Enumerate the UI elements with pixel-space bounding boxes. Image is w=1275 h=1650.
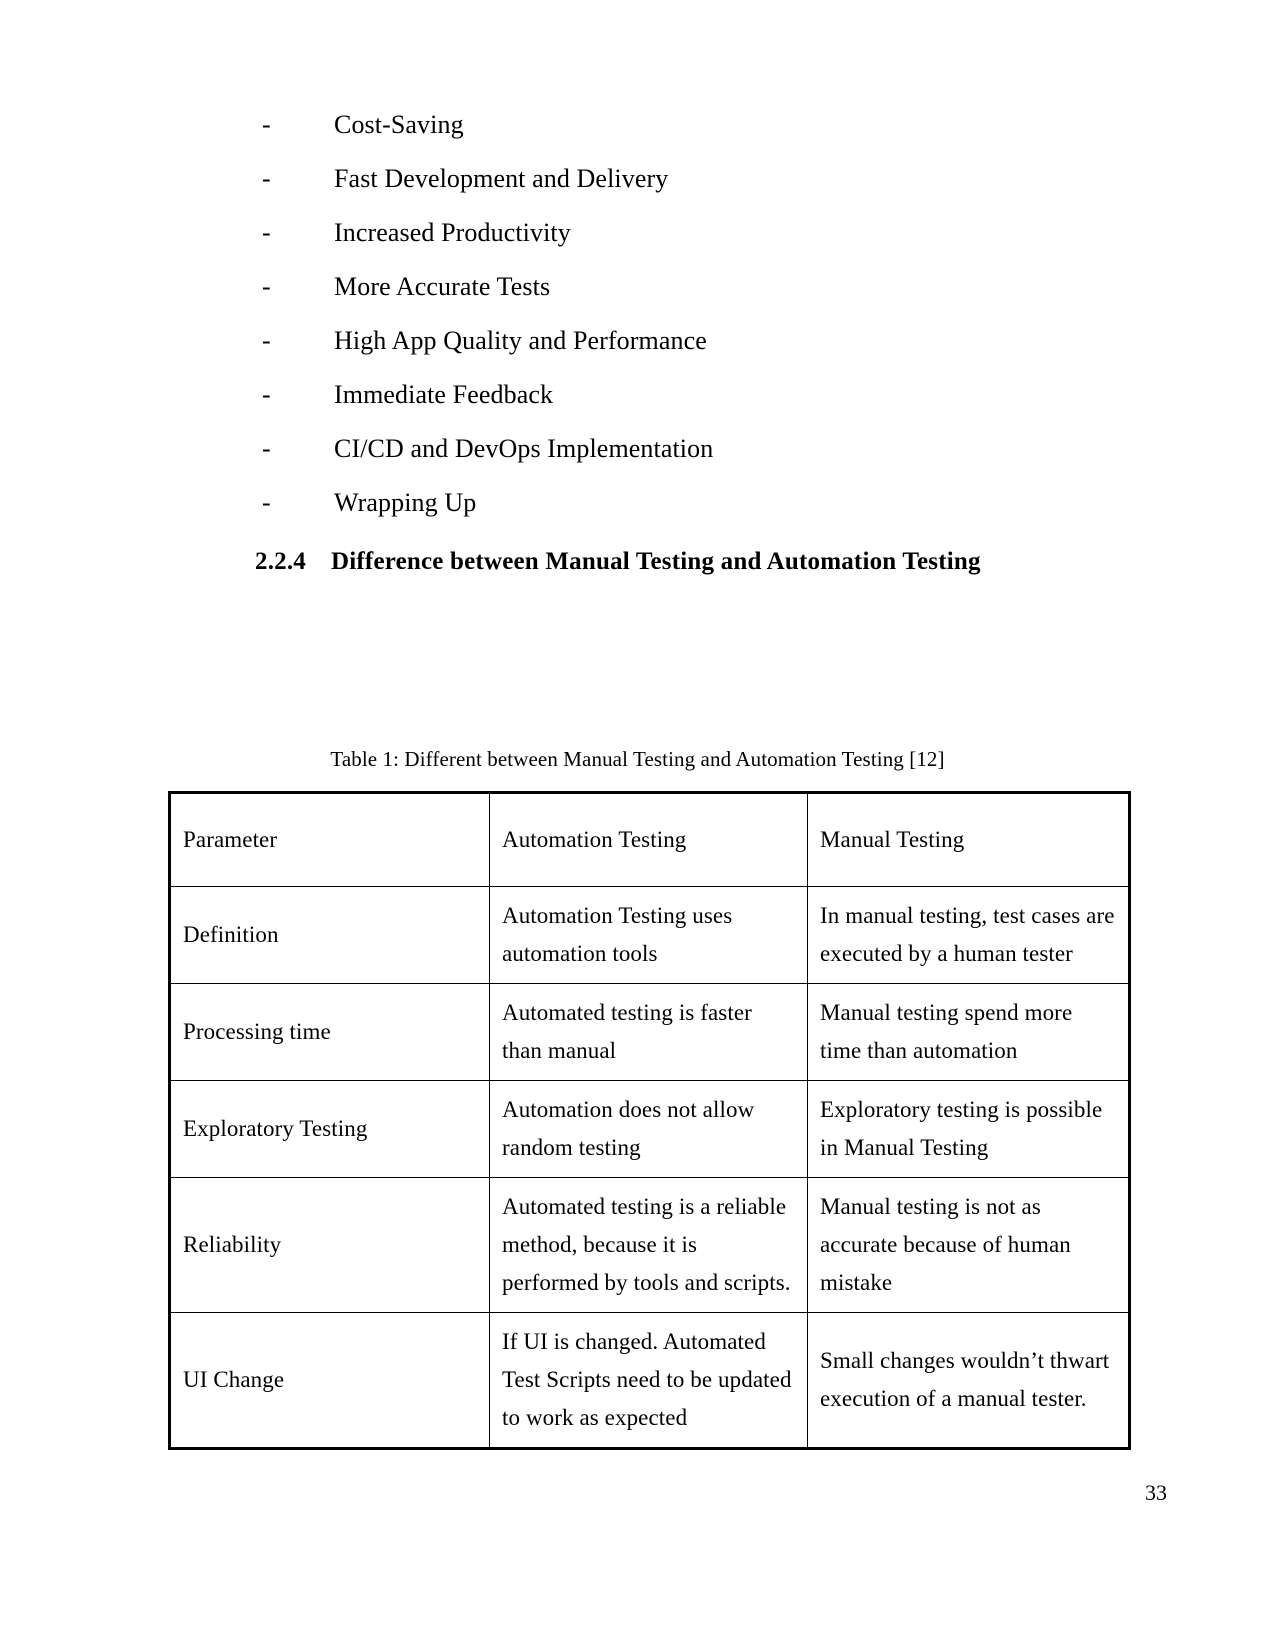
list-item-label: More Accurate Tests [334, 272, 551, 301]
table-row [170, 1313, 1130, 1449]
dash-bullet-icon: - [262, 110, 271, 139]
list-item-label: Increased Productivity [334, 218, 571, 247]
dash-bullet-icon: - [262, 380, 271, 409]
row-manual-value: Manual testing is not as accurate because of human mistake [808, 1178, 1130, 1313]
dash-bullet-icon: - [262, 326, 271, 355]
row-automation-value: Automated testing is a reliable method, because it is performed by tools and scripts. [490, 1178, 808, 1313]
table-header-row [170, 793, 1130, 887]
row-manual-value: Exploratory testing is possible in Manual Testing [808, 1081, 1130, 1178]
row-automation-value: Automation does not allow random testing [490, 1081, 808, 1178]
dash-bullet-icon: - [262, 272, 271, 301]
table-row [170, 1178, 1130, 1313]
section-number: 2.2.4 [255, 548, 306, 575]
list-item [0, 270, 1275, 324]
page-number: 33 [1145, 1480, 1167, 1505]
list-item [0, 108, 1275, 162]
list-item-label: Cost-Saving [334, 110, 464, 139]
section-title: Difference between Manual Testing and Automation Testing [331, 548, 981, 575]
list-item-label: Immediate Feedback [334, 380, 554, 409]
table-row [170, 984, 1130, 1081]
list-item [0, 162, 1275, 216]
list-item-label: High App Quality and Performance [334, 326, 707, 355]
section-heading [255, 548, 981, 576]
list-item [0, 378, 1275, 432]
column-header-manual-testing: Manual Testing [808, 793, 1130, 887]
table-row [170, 887, 1130, 984]
row-automation-value: Automation Testing uses automation tools [490, 887, 808, 984]
table-row [170, 1081, 1130, 1178]
table-caption: Table 1: Different between Manual Testing and Automation Testing [12] [330, 747, 945, 771]
list-item [0, 432, 1275, 486]
list-item-label: Fast Development and Delivery [334, 164, 669, 193]
list-item [0, 486, 1275, 540]
comparison-table-container [168, 791, 1128, 1450]
row-parameter: Exploratory Testing [170, 1081, 490, 1178]
column-header-automation-testing: Automation Testing [490, 793, 808, 887]
row-manual-value: Small changes wouldn’t thwart execution of a manual tester. [808, 1313, 1130, 1449]
row-automation-value: Automated testing is faster than manual [490, 984, 808, 1081]
comparison-table [168, 791, 1131, 1450]
row-manual-value: In manual testing, test cases are executed by a human tester [808, 887, 1130, 984]
dash-bullet-icon: - [262, 488, 271, 517]
dash-bullet-icon: - [262, 164, 271, 193]
column-header-parameter: Parameter [170, 793, 490, 887]
row-automation-value: If UI is changed. Automated Test Scripts need to be updated to work as expected [490, 1313, 808, 1449]
benefits-bullet-list [0, 108, 1275, 540]
row-parameter: Reliability [170, 1178, 490, 1313]
dash-bullet-icon: - [262, 218, 271, 247]
list-item [0, 324, 1275, 378]
row-manual-value: Manual testing spend more time than automation [808, 984, 1130, 1081]
dash-bullet-icon: - [262, 434, 271, 463]
list-item-label: CI/CD and DevOps Implementation [334, 434, 714, 463]
list-item-label: Wrapping Up [334, 488, 477, 517]
row-parameter: UI Change [170, 1313, 490, 1449]
row-parameter: Definition [170, 887, 490, 984]
list-item [0, 216, 1275, 270]
row-parameter: Processing time [170, 984, 490, 1081]
